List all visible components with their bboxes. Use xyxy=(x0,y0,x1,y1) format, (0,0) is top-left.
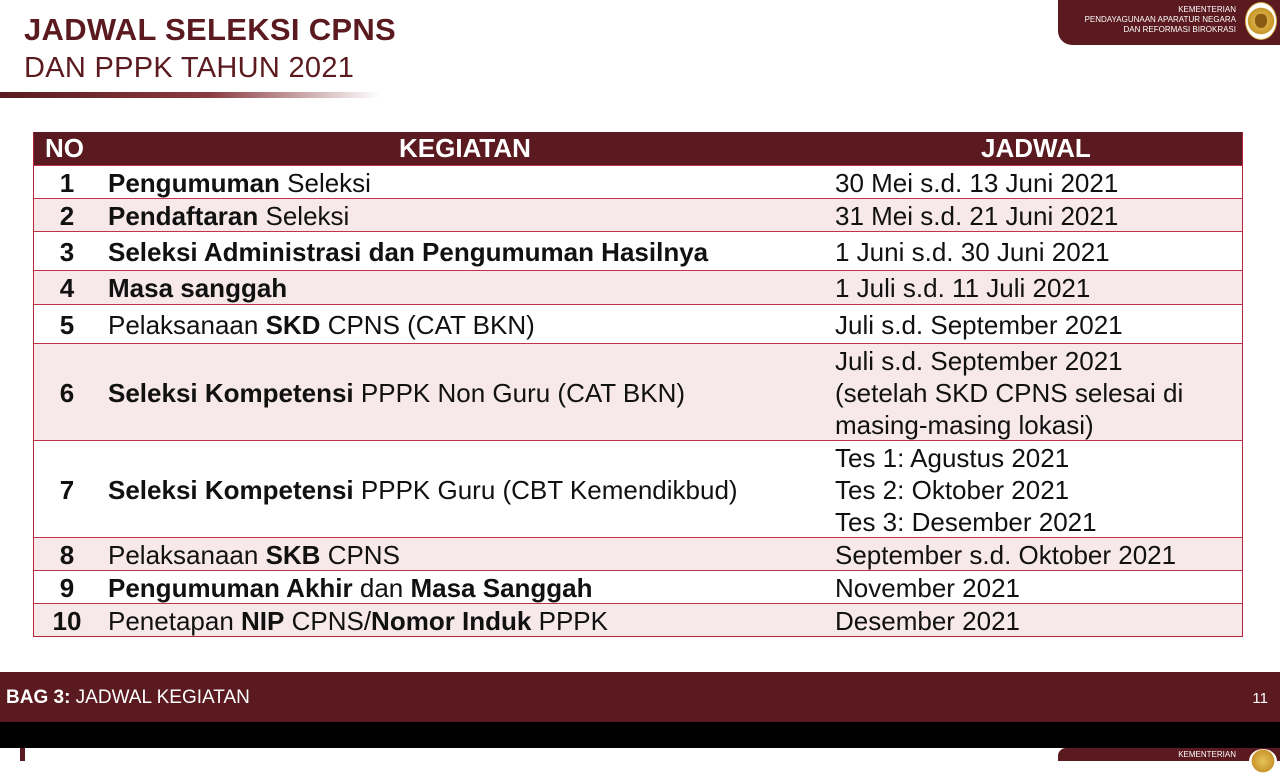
row-jadwal: November 2021 xyxy=(835,572,1020,603)
page-number: 11 xyxy=(1252,690,1268,707)
row-jadwal: September s.d. Oktober 2021 xyxy=(835,539,1177,570)
row-kegiatan: Seleksi Kompetensi PPPK Guru (CBT Kemendikbud) xyxy=(108,474,738,505)
table-row xyxy=(34,440,1242,537)
row-kegiatan: Seleksi Administrasi dan Pengumuman Hasilnya xyxy=(108,236,709,267)
row-jadwal: 1 Juli s.d. 11 Juli 2021 xyxy=(835,273,1091,303)
row-kegiatan: Penetapan NIP CPNS/Nomor Induk PPPK xyxy=(108,605,608,636)
schedule-table xyxy=(33,132,1243,637)
row-number: 10 xyxy=(52,605,82,636)
row-number: 6 xyxy=(59,377,75,408)
row-kegiatan: Pengumuman Seleksi xyxy=(108,167,371,198)
table-row xyxy=(34,570,1242,603)
row-kegiatan: Pelaksanaan SKD CPNS (CAT BKN) xyxy=(108,309,535,340)
header-no: NO xyxy=(45,133,84,163)
next-slide-preview xyxy=(0,748,1280,761)
table-row xyxy=(34,304,1242,343)
row-number: 1 xyxy=(59,167,75,198)
row-kegiatan: Masa sanggah xyxy=(108,273,288,303)
table-row xyxy=(34,537,1242,570)
ministry-name: KEMENTERIAN PENDAYAGUNAAN APARATUR NEGARA DAN REFORMASI BIROKRASI xyxy=(1084,5,1236,34)
row-jadwal: Desember 2021 xyxy=(835,605,1020,636)
slide-separator xyxy=(0,722,1280,748)
garuda-emblem-icon xyxy=(1245,2,1277,40)
table-row xyxy=(34,343,1242,440)
table-row xyxy=(34,603,1242,636)
page-title: JADWAL SELEKSI CPNS xyxy=(24,12,397,47)
row-number: 8 xyxy=(59,539,75,570)
table-row xyxy=(34,165,1242,198)
row-number: 4 xyxy=(59,273,75,303)
garuda-emblem-icon xyxy=(1249,749,1277,773)
table-row xyxy=(34,270,1242,304)
header-jadwal: JADWAL xyxy=(981,133,1091,163)
row-jadwal: Tes 1: Agustus 2021 Tes 2: Oktober 2021 Tes 3: Desember 2021 xyxy=(835,442,1097,537)
next-ministry-badge: KEMENTERIAN xyxy=(1058,748,1280,761)
row-jadwal: Juli s.d. September 2021 xyxy=(835,309,1123,340)
page-subtitle: DAN PPPK TAHUN 2021 xyxy=(24,52,355,84)
table-header xyxy=(34,132,1242,165)
row-kegiatan: Pendaftaran Seleksi xyxy=(108,200,350,231)
footer-bar xyxy=(0,672,1280,722)
row-kegiatan: Seleksi Kompetensi PPPK Non Guru (CAT BKN) xyxy=(108,377,686,408)
table-body xyxy=(34,165,1242,636)
row-jadwal: Juli s.d. September 2021 (setelah SKD CPNS selesai di masing-masing lokasi) xyxy=(835,345,1184,440)
row-kegiatan: Pengumuman Akhir dan Masa Sanggah xyxy=(108,572,593,603)
table-row xyxy=(34,198,1242,231)
header-kegiatan: KEGIATAN xyxy=(399,133,531,163)
row-kegiatan: Pelaksanaan SKB CPNS xyxy=(108,539,400,570)
row-number: 3 xyxy=(59,236,75,267)
row-number: 9 xyxy=(59,572,75,603)
row-jadwal: 1 Juni s.d. 30 Juni 2021 xyxy=(835,236,1110,267)
table-row xyxy=(34,231,1242,270)
row-number: 2 xyxy=(59,200,75,231)
title-underline xyxy=(0,92,380,98)
row-number: 5 xyxy=(59,309,75,340)
row-jadwal: 30 Mei s.d. 13 Juni 2021 xyxy=(835,167,1119,198)
row-number: 7 xyxy=(59,474,75,505)
next-slide-accent xyxy=(20,748,25,761)
row-jadwal: 31 Mei s.d. 21 Juni 2021 xyxy=(835,200,1119,231)
section-label: BAG 3: JADWAL KEGIATAN xyxy=(6,687,250,708)
ministry-badge xyxy=(1058,0,1280,45)
